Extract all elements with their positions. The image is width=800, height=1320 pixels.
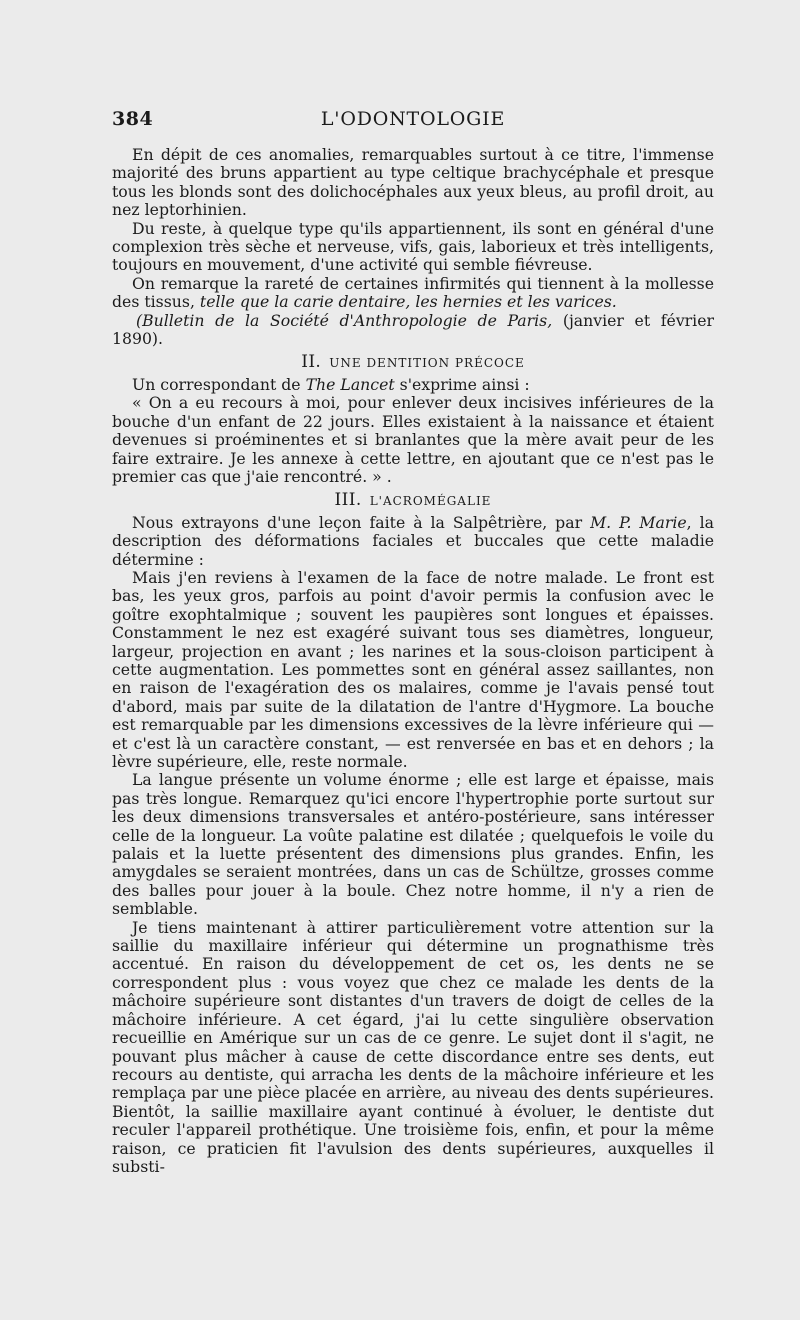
citation xyxy=(112,312,714,349)
page-header xyxy=(112,108,714,136)
paragraph-text: On remarque la rareté de certaines infirmités qui tiennent à la mollesse des tissus, xyxy=(112,273,714,312)
paragraph xyxy=(112,514,714,569)
page-number: 384 xyxy=(112,108,154,130)
paragraph xyxy=(112,376,714,394)
paragraph: Du reste, à quelque type qu'ils appartiennent, ils sont en général d'une complexion très sèche et nerveuse, vifs, gais, laborieux et très intelligents, toujours en mouvement, d'une activité qui semble fiévreuse. xyxy=(112,218,714,275)
paragraph-text: Nous extrayons d'une leçon faite à la Salpêtrière, par xyxy=(132,512,591,532)
journal-name: The Lancet xyxy=(305,374,395,394)
paragraph-text: , la description des déformations faciales et buccales que cette maladie détermine : xyxy=(112,512,714,569)
running-title: L'ODONTOLOGIE xyxy=(320,108,506,130)
paragraph-italic-text: telle que la carie dentaire, les hernies et les varices. xyxy=(199,292,617,312)
paragraph: La langue présente un volume énorme ; elle est large et épaisse, mais pas très longue. Remarquez qu'ici encore l'hypertrophie porte surtout sur les deux dimensions transversales et antéro-postérieure, sans intéresser celle de la longueur. La voûte palatine est dilatée ; quelquefois le voile du palais et la luette présentent des dimensions plus grandes. Enfin, les amygdales se seraient montrées, dans un cas de Schültze, grosses comme des balles pour jouer à la boule. Chez notre homme, il n'y a rien de semblable. xyxy=(112,770,714,919)
paragraph: En dépit de ces anomalies, remarquables surtout à ce titre, l'immense majorité des bruns appartient au type celtique brachycéphale et presque tous les blonds sont des dolichocéphales aux yeux bleus, au profil droit, au nez leptorhinien. xyxy=(112,145,714,220)
paragraph: Je tiens maintenant à attirer particulièrement votre attention sur la saillie du maxillaire inférieur qui détermine un prognathisme très accentué. En raison du développement de cet os, les dents ne se correspondent plus : vous voyez que chez ce malade les dents de la mâchoire supérieure sont distantes d'un travers de doigt de celles de la mâchoire inférieure. A cet égard, j'ai lu cette singulière observation recueillie en Amérique sur un cas de ce genre. Le sujet dont il s'agit, ne pouvant plus mâcher à cause de cette discordance entre ses dents, eut recours au dentiste, qui arracha les dents de la mâchoire inférieure et les remplaça par une pièce placée en arrière, au niveau des dents supérieures. Bientôt, la saillie maxillaire ayant continué à évoluer, le dentiste dut reculer l'appareil prothétique. Une troisième fois, enfin, et pour la même raison, ce praticien fit l'avulsion des dents supérieures, auxquelles il substi- xyxy=(112,917,714,1176)
citation-date: (janvier et février 1890). xyxy=(112,310,714,349)
section-number: III. xyxy=(334,490,362,511)
section-title: L'ACROMÉGALIE xyxy=(369,494,492,509)
quotation: « On a eu recours à moi, pour enlever deux incisives inférieures de la bouche d'un enfant de 22 jours. Elles existaient à la naissance et étaient devenues si proéminentes et si branlantes que la mère avait peur de les faire extraire. Je les annexe à cette lettre, en ajoutant que ce n'est pas le premier cas que j'aie rencontré. » . xyxy=(112,393,714,486)
section-heading xyxy=(112,353,714,372)
author-name: M. P. Marie xyxy=(590,512,687,532)
page-body xyxy=(112,146,714,1176)
section-number: II. xyxy=(301,352,322,373)
section-heading xyxy=(112,491,714,510)
paragraph: Mais j'en reviens à l'examen de la face de notre malade. Le front est bas, les yeux gros, parfois au point d'avoir permis la confusion avec le goître exophtalmique ; souvent les paupières sont longues et épaisses. Constamment le nez est exagéré suivant tous ses diamètres, longueur, largeur, projection en avant ; les narines et la sous-cloison participent à cette augmentation. Les pommettes sont en général assez saillantes, non en raison de l'exagération des os malaires, comme je l'avais pensé tout d'abord, mais par suite de la dilatation de l'antre d'Hygmore. La bouche est remarquable par les dimensions excessives de la lèvre inférieure qui — et c'est là un caractère constant, — est renversée en bas et en dehors ; la lèvre supérieure, elle, reste normale. xyxy=(112,567,714,771)
citation-source: (Bulletin de la Société d'Anthropologie de Paris, xyxy=(136,310,553,330)
section-title: UNE DENTITION PRÉCOCE xyxy=(329,356,525,371)
paragraph xyxy=(112,275,714,312)
paragraph-text: Un correspondant de xyxy=(132,374,306,394)
paragraph-text: s'exprime ainsi : xyxy=(394,374,530,394)
